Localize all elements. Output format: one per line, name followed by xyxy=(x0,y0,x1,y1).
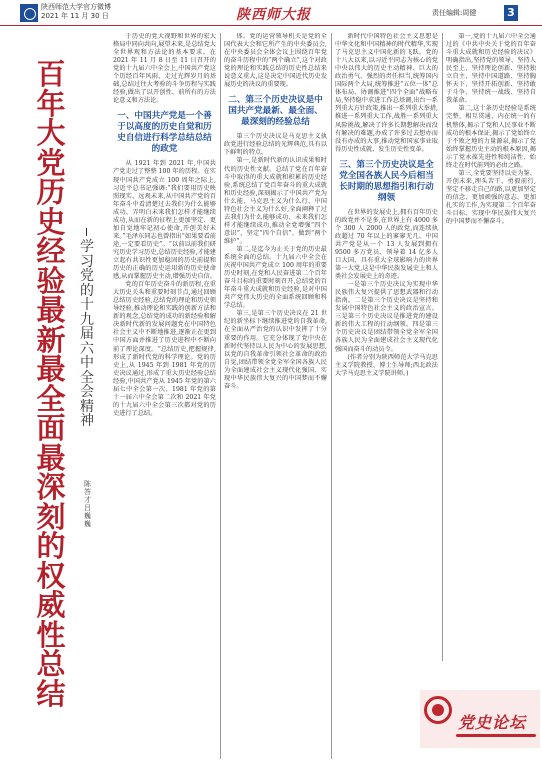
column-divider xyxy=(442,33,443,661)
section-2-heading: 二、第三个历史决议是中国共产党最新、最全面、最深刻的经验总结 xyxy=(228,95,323,128)
paragraph: 第一,是新时代新的认识成果和时代的历史性文献。总结了党在百年奋斗中取得的重大成就和积累的历史经验,系统总结了党百年奋斗的重大成就和历史经验,深刻揭示了中国共产党为什么能、马克思主义为什么行、中国特色社会主义为什么好,全面阐释了过去我们为什么能够成功、未来我们怎样才能继续成功,推动全党增强“四个意识”、坚定“四个自信”、做到“两个维护”。 xyxy=(224,157,327,245)
article-column-4 xyxy=(446,33,536,661)
decorative-wave xyxy=(456,734,536,737)
page-header xyxy=(0,0,542,26)
article-column-1 xyxy=(113,33,216,759)
page-number: 3 xyxy=(504,5,518,21)
article-subtitle: 学习党的十九届六中全会精神 xyxy=(80,239,94,429)
header-left xyxy=(41,3,111,21)
column-divider xyxy=(331,33,332,759)
paragraph: 第二,这十条历史经验是系统完整、相互贯通、内在统一的有机整体,揭示了党和人民事业不断成功的根本保证,揭示了党始终立于不败之地的力量源泉,揭示了党始终掌握历史主动的根本原因,揭示了党永葆先进性和纯洁性、始终走在时代前列的必由之路。 xyxy=(446,105,536,169)
emblem-center-icon xyxy=(432,704,444,716)
editor-credit: 责任编辑:周健 xyxy=(432,9,477,17)
author-note: (作者分别为陕西师范大学马克思主义学院教授、博士生导师;西北政法大学马克思主义学院讲师。) xyxy=(335,353,438,377)
paragraph: 在世界的发展史上,拥有百年历史的政党并不是多,在世界上有 4000 多个 300 人 2000 人的政党,而连续执政超过 70 年以上的寥寥无几。中国共产党是从一个 13 人发展到拥有 9500 多万党员、领导着 14 亿多人口大国、具有重大全球影响力的世界第一大党,这是中华民族发展史上和人类社会发展史上的奇迹。 xyxy=(335,208,438,281)
paragraph: 体。党的运营领导机关是党的全国代表大会和它所产生的中央委员会,在中央委员会全体会议上围绕百年党的奋斗历程中的“两个确立”,这个对政党的理论和实践总结的历史性总结来说意义重大,这是决定中国近代历史发展历史的决议的重要现。 xyxy=(224,33,327,89)
university-logo-icon xyxy=(20,4,38,22)
paragraph: 党的百年历史奋斗的新历程,在重大历史关头和重要时刻节点,通过回顾总结历史经验,总结党的理论和历史领导经验,推动理论和实践的创新方法和新的观念,总结党的成功的新经验和解决新时代新的发展问题党在中国特色社会主义中不断地推进,逐渐正在更到中国方面并推进了历史进程中不断向前了理论深度。“总结历史,把握规律,形成了新时代党的科学理论。党的历史上,从 1945 年到 1981 年党的历史决议通过,形成了重大历史经验总结经验,中国共产党从 1945 年党的第六届七中全会第一次、1981 年党的第十一届六中全会第二次和 2021 年党的十九届六中全会第三次都对党的历史进行了总结。 xyxy=(113,281,216,417)
article-column-3 xyxy=(335,33,438,759)
article-title: 百年大党历史经验最新最全面最深刻的权威性总结 xyxy=(36,57,66,711)
paragraph: 第一,党的十九届六中全会通过的《中共中央关于党的百年奋斗重大成就和历史经验的决议》明确指出,坚持党的领导、坚持人民至上、坚持理论创新、坚持独立自主、坚持中国道路、坚持胸怀天下、坚持开拓创新、坚持敢于斗争、坚持统一战线、坚持自我革命。 xyxy=(446,33,536,105)
section-3-heading: 三、第三个历史决议是全党全国各族人民今后相当长时期的思想指引和行动纲领 xyxy=(339,159,434,203)
paragraph: 从 1921 年到 2021 年,中国共产党走过了整整 100 年的历程。在实现中国共产党成立 100 周年之际上,习近平总书记强调:“我们要用历史映照现实、远观未来,从中国共产党的百年奋斗中看清楚过去我们为什么能够成功、弄明白未来我们怎样才能继续成功,从而在新的征程上更加坚定、更加自觉地牢记初心使命,开创美好未来。”毛泽东同志也曾指出“如果要看前途,一定要看历史”。“以前以前我们研究历史学习历史,总结历史经验,才能建立起有共识性更加稳固的历史前提和历史的正确的历史运用新的历史使命感,从而掌握历史主动,增强历史自信。 xyxy=(113,160,216,281)
school-name: 陕西师范大学官方微博 xyxy=(41,3,111,11)
newspaper-title: 陕西师大报 xyxy=(236,7,311,23)
paragraph: 第三,是第三个历史决议在 21 世纪的新坐标下继续推进党的自我革命,在全面从严治党的认识中发挥了十分重要的作用。它充分体现了党中央在新时代坚持以人民为中心的发展思想,以党的自我革命引领社会革命的政治自觉,团结带领全党全军全国各族人民为全面建成社会主义现代化强国、实现中华民族伟大复兴的中国梦而不懈奋斗。 xyxy=(224,310,327,390)
column-logo xyxy=(420,690,540,748)
column-logo-label: 党史论坛 xyxy=(458,713,527,732)
intro-paragraph: 于历史的党大视野和世界的宏大格局中同向共向,展望未来,是总结党大全世界观和方法论的基本要求。在 2021 年 11 月 8 日至 11 日召开的党的十九届六中全会上,中国共产党这个历经百年风雨、走过光辉岁月的基础,总结过往大考验的斗争历程与实践经验,做出了以开创性、前所有的方法论意义和方法论。 xyxy=(113,33,216,105)
issue-date: 2021 年 11 月 30 日 xyxy=(41,12,109,20)
subtitle-dash xyxy=(86,228,87,236)
paragraph: 一是第三个历史决议为实现中华民族伟大复兴提供了思想武器和行动指南。二是第三个历史决议是坚持和发展中国特色社会主义的政治宣言。三是第三个历史决议是推进党的建设新的伟大工程的行动纲领。四是第三个历史决议是团结带领全党全军全国各族人民为全面建成社会主义现代化强国而奋斗的动员令。 xyxy=(335,281,438,353)
paragraph: 第三个历史决议是马克思主义执政党进行经验总结的光辉典范,具有以下鲜明的特点。 xyxy=(224,133,327,157)
column-divider xyxy=(220,33,221,759)
paragraph: 新时代中国特色社会主义思想是中华文化和中国精神的时代精华,实现了马克思主义中国化新的飞跃。党的十八大以来,以习近平同志为核心的党中央以伟大的历史主动精神、巨大的政治勇气、强烈的责任担当,统筹国内国际两个大局,统筹推进“五位一体”总体布局、协调推进“四个全面”战略布局,坚持稳中求进工作总基调,出台一系列重大方针政策,推出一系列重大举措,推进一系列重大工作,战胜一系列重大风险挑战,解决了许多长期想解决而没有解决的难题,办成了许多过去想办而没有办成的大事,推动党和国家事业取得历史性成就、发生历史性变革。 xyxy=(335,33,438,153)
paragraph: 第二,是迄今为止关于党的历史最系统全面的总结。十九届六中全会在庆祝中国共产党成立 100 周年的重要历史时刻,在党和人民奋进第二个百年奋斗目标的重要时刻召开,总结党的百年奋斗重大成就和历史经验,是对中国共产党伟大历史的全面系统回顾和科学总结。 xyxy=(224,245,327,310)
article-column-2 xyxy=(224,33,327,759)
section-1-heading: 一、中国共产党是一个善于以高度的历史自觉和历史自信进行科学总结总结的政党 xyxy=(117,111,212,155)
paragraph: 第三,全党要坚持以史为鉴、开创未来,埋头苦干、勇毅前行,坚定不移走自己的路,以更加坚定的信念、更加顽强的意志、更加扎实的工作,为实现第二个百年奋斗目标、实现中华民族伟大复兴的中国梦而不懈奋斗。 xyxy=(446,169,536,226)
article-author: 陈答才 吕巍巍 xyxy=(84,480,91,528)
